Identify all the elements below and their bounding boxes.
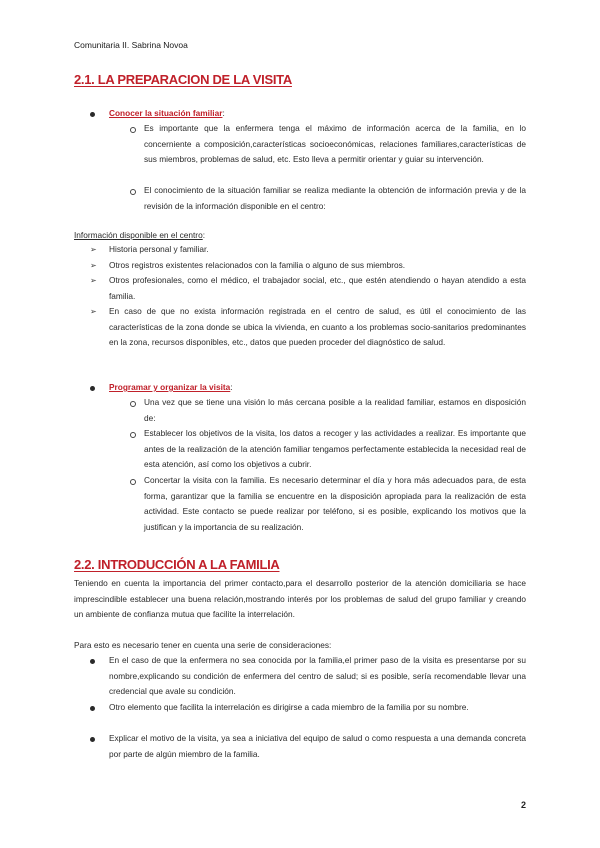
intro-paragraph: Teniendo en cuenta la importancia del primer contacto,para el desarrollo posterior de la atención domiciliaria se hace imprescindible establecer una buena relación,mostrando interés por los problemas de salud del grupo familiar y creando un ambiente de confianza mutua que facilite la interrelación. — [74, 578, 526, 620]
paragraph-conocer-2: El conocimiento de la situación familiar se realiza mediante la obtención de información previa y de la revisión de la información disponible en el centro: — [144, 185, 526, 211]
section-title-2-1: 2.1. LA PREPARACION DE LA VISITA — [74, 72, 292, 87]
arrow-bullet-icon: ➢ — [90, 261, 97, 270]
circle-bullet-icon — [130, 432, 136, 438]
bullet-icon — [90, 386, 95, 391]
circle-bullet-icon — [130, 401, 136, 407]
circle-bullet-icon — [130, 479, 136, 485]
lead-paragraph: Para esto es necesario tener en cuenta una serie de consideraciones: — [74, 640, 332, 650]
paragraph-programar-1: Una vez que se tiene una visión lo más cercana posible a la realidad familiar, estamos en disposición de: — [144, 397, 526, 423]
bullet-icon — [90, 659, 95, 664]
bullet-icon — [90, 706, 95, 711]
section-title-2-2: 2.2. INTRODUCCIÓN A LA FAMILIA — [74, 557, 280, 572]
bullet-icon — [90, 112, 95, 117]
page-number: 2 — [521, 800, 527, 810]
info-heading: Información disponible en el centro: — [74, 230, 205, 240]
arrow-bullet-icon: ➢ — [90, 307, 97, 316]
consideration-item: Explicar el motivo de la visita, ya sea a iniciativa del equipo de salud o como respuesta a una demanda concreta por parte de algún miembro de la familia. — [109, 733, 526, 759]
circle-bullet-icon — [130, 127, 136, 133]
info-item: Otros profesionales, como el médico, el trabajador social, etc., que estén atendiendo o hayan atendido a esta familia. — [109, 275, 526, 301]
circle-bullet-icon — [130, 189, 136, 195]
page-header: Comunitaria II. Sabrina Novoa — [74, 40, 188, 50]
info-item: Otros registros existentes relacionados con la familia o alguno de sus miembros. — [109, 260, 406, 270]
arrow-bullet-icon: ➢ — [90, 245, 97, 254]
paragraph-conocer-1: Es importante que la enfermera tenga el máximo de información acerca de la familia, en lo concerniente a composición,características socioeconómicas, relaciones familiares,características de sus miembros, problemas de salud, etc. Esto lleva a permitir orientar y guiar su intervención. — [144, 123, 526, 165]
paragraph-programar-2: Establecer los objetivos de la visita, los datos a recoger y las actividades a realizar. Es importante que antes de la realización de la atención familiar tengamos perfectamente establecida la necesidad real de esta atención, así como los objetivos a cubrir. — [144, 428, 526, 470]
bullet-heading-programar: Programar y organizar la visita: — [109, 382, 233, 392]
info-item: Historia personal y familiar. — [109, 244, 209, 254]
consideration-item: En el caso de que la enfermera no sea conocida por la familia,el primer paso de la visita es presentarse por su nombre,explicando su condición de enfermera del centro de salud; si es posible, sería recomendable llevar una credencial que avale su condición. — [109, 655, 526, 697]
bullet-icon — [90, 737, 95, 742]
bullet-heading-conocer: Conocer la situación familiar: — [109, 108, 225, 118]
consideration-item: Otro elemento que facilita la interrelación es dirigirse a cada miembro de la familia por su nombre. — [109, 702, 469, 712]
info-item: En caso de que no exista información registrada en el centro de salud, es útil el conocimiento de las características de la zona donde se ubica la vivienda, en cuanto a los problemas socio-sanitarios predominantes en la zona, recursos disponibles, etc., datos que pueden proceder del diagnóstico de salud. — [109, 306, 526, 348]
arrow-bullet-icon: ➢ — [90, 276, 97, 285]
paragraph-programar-3: Concertar la visita con la familia. Es necesario determinar el día y hora más adecuados para, de esta forma, garantizar que la familia se encuentre en la disposición apropiada para la realización de esta actividad. Este contacto se puede realizar por teléfono, si es posible, explicando los motivos que la justifican y la importancia de su realización. — [144, 475, 526, 532]
